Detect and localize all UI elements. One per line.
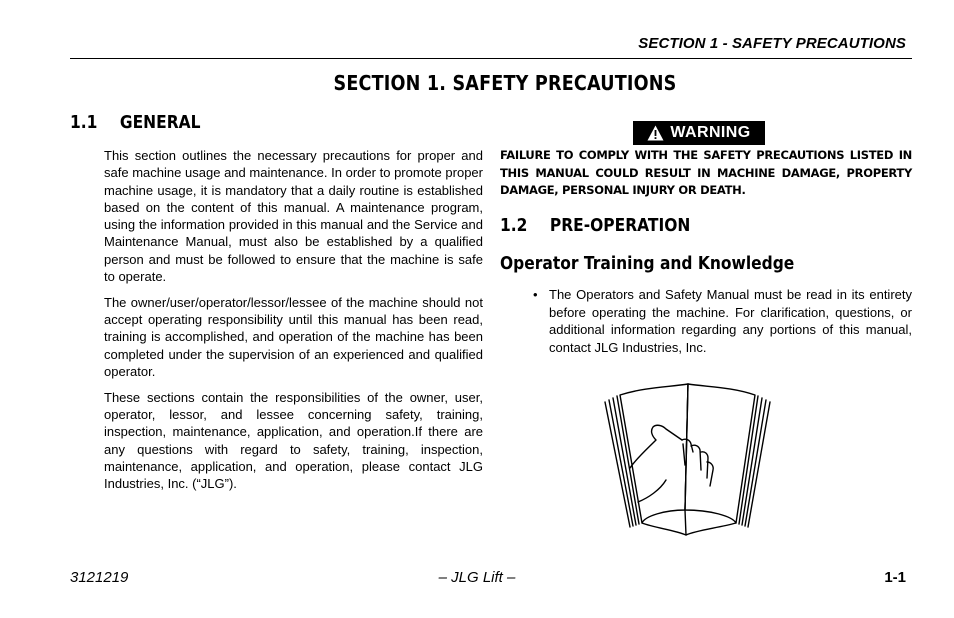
warning-text: FAILURE TO COMPLY WITH THE SAFETY PRECAUTIONS LISTED IN THIS MANUAL COULD RESULT IN MACHINE DAMAGE, PROPERTY DAMAGE, PERSONAL INJURY OR DEATH. — [500, 148, 912, 197]
section-title: SECTION 1. SAFETY PRECAUTIONS — [333, 71, 677, 95]
footer-page-number: 1-1 — [884, 569, 906, 586]
pre-operation-heading-title: PRE-OPERATION — [549, 215, 691, 236]
pre-operation-heading — [500, 215, 690, 236]
operator-training-subheading: Operator Training and Knowledge — [500, 253, 795, 274]
pre-operation-heading-number: 1.2 — [500, 215, 528, 236]
open-manual-hand-icon — [600, 380, 775, 540]
running-header: SECTION 1 - SAFETY PRECAUTIONS — [638, 35, 906, 52]
warning-badge — [633, 121, 765, 145]
list-item-text: The Operators and Safety Manual must be read in its entirety before operating the machine. For clarification, questions, or additional information regarding any portions of this manual, contact JLG Industries, Inc. — [549, 287, 912, 355]
general-paragraph: This section outlines the necessary precautions for proper and safe machine usage and maintenance. In order to promote proper machine usage, it is mandatory that a daily routine is established based on the content of this manual. A maintenance program, using the information provided in this manual and the Service and Maintenance Manual, must also be established by a qualified person and must be followed to ensure that the machine is safe to operate. — [104, 148, 483, 285]
bullet-icon: • — [533, 287, 538, 302]
footer-doc-number: 3121219 — [70, 569, 129, 586]
operator-training-list — [532, 286, 912, 356]
general-paragraph: These sections contain the responsibilities of the owner, user, operator, lessor, and lessee concerning safety, training, inspection, maintenance, application, and operation.If there are any questions with regard to safety, training, inspection, maintenance, application, and operation, please contact JLG Industries, Inc. (“JLG”). — [104, 389, 483, 492]
list-item — [532, 286, 912, 356]
general-heading — [70, 112, 200, 133]
general-heading-number: 1.1 — [70, 112, 98, 133]
general-paragraph: The owner/user/operator/lessor/lessee of the machine should not accept operating responsibility until this manual has been read, training is accomplished, and operation of the machine has been completed under the supervision of an experienced and qualified operator. — [104, 294, 483, 380]
warning-label: WARNING — [670, 124, 751, 141]
warning-triangle-icon — [647, 125, 664, 141]
footer-center-label: – JLG Lift – — [438, 569, 516, 586]
header-divider — [70, 58, 912, 59]
general-heading-title: GENERAL — [119, 112, 201, 133]
general-body — [104, 147, 483, 501]
